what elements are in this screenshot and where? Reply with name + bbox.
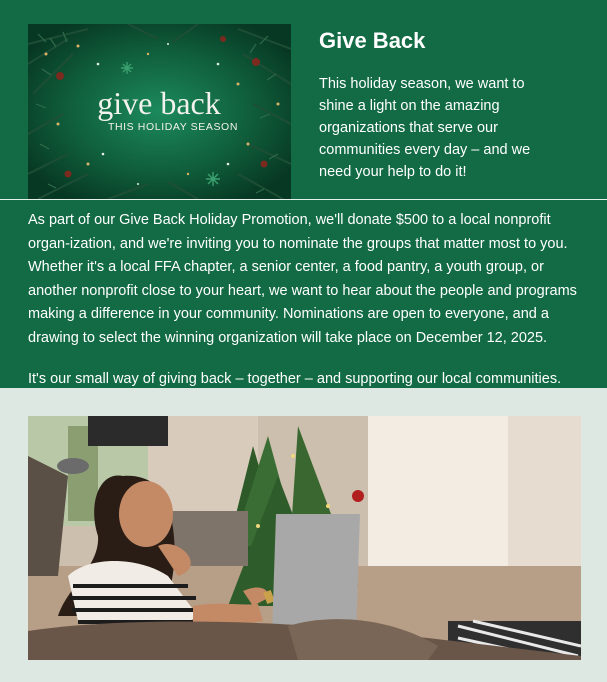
hero-graphic	[28, 24, 291, 199]
give-back-hero-image	[28, 24, 291, 199]
woman-laptop-graphic	[28, 416, 581, 660]
hero-subheading: THIS HOLIDAY SEASON	[107, 121, 239, 133]
closing-text: It's our small way of giving back – together – and supporting our local communities.	[28, 371, 562, 387]
hero-heading: give back	[97, 85, 221, 121]
woman-laptop-photo	[28, 416, 581, 660]
section-title: Give Back	[319, 28, 426, 53]
divider-line	[0, 199, 607, 200]
intro-text: This holiday season, we want to shine a light on the amazing organizations that serve our communities every day – and we need your help to do it!	[319, 76, 531, 180]
body-paragraph: As part of our Give Back Holiday Promotion, we'll donate $500 to a local nonprofit organ-ization, and we're inviting you to nominate the groups that matter most to you. Whether it's a local FFA chapter, a senior center, a food pantry, a youth group, or another nonprofit close to your heart, we want to hear about the people and programs making a difference in your community. Nominations are open to everyone, and a drawing to select the winning organization will take place on December 12, 2025.	[28, 212, 577, 346]
